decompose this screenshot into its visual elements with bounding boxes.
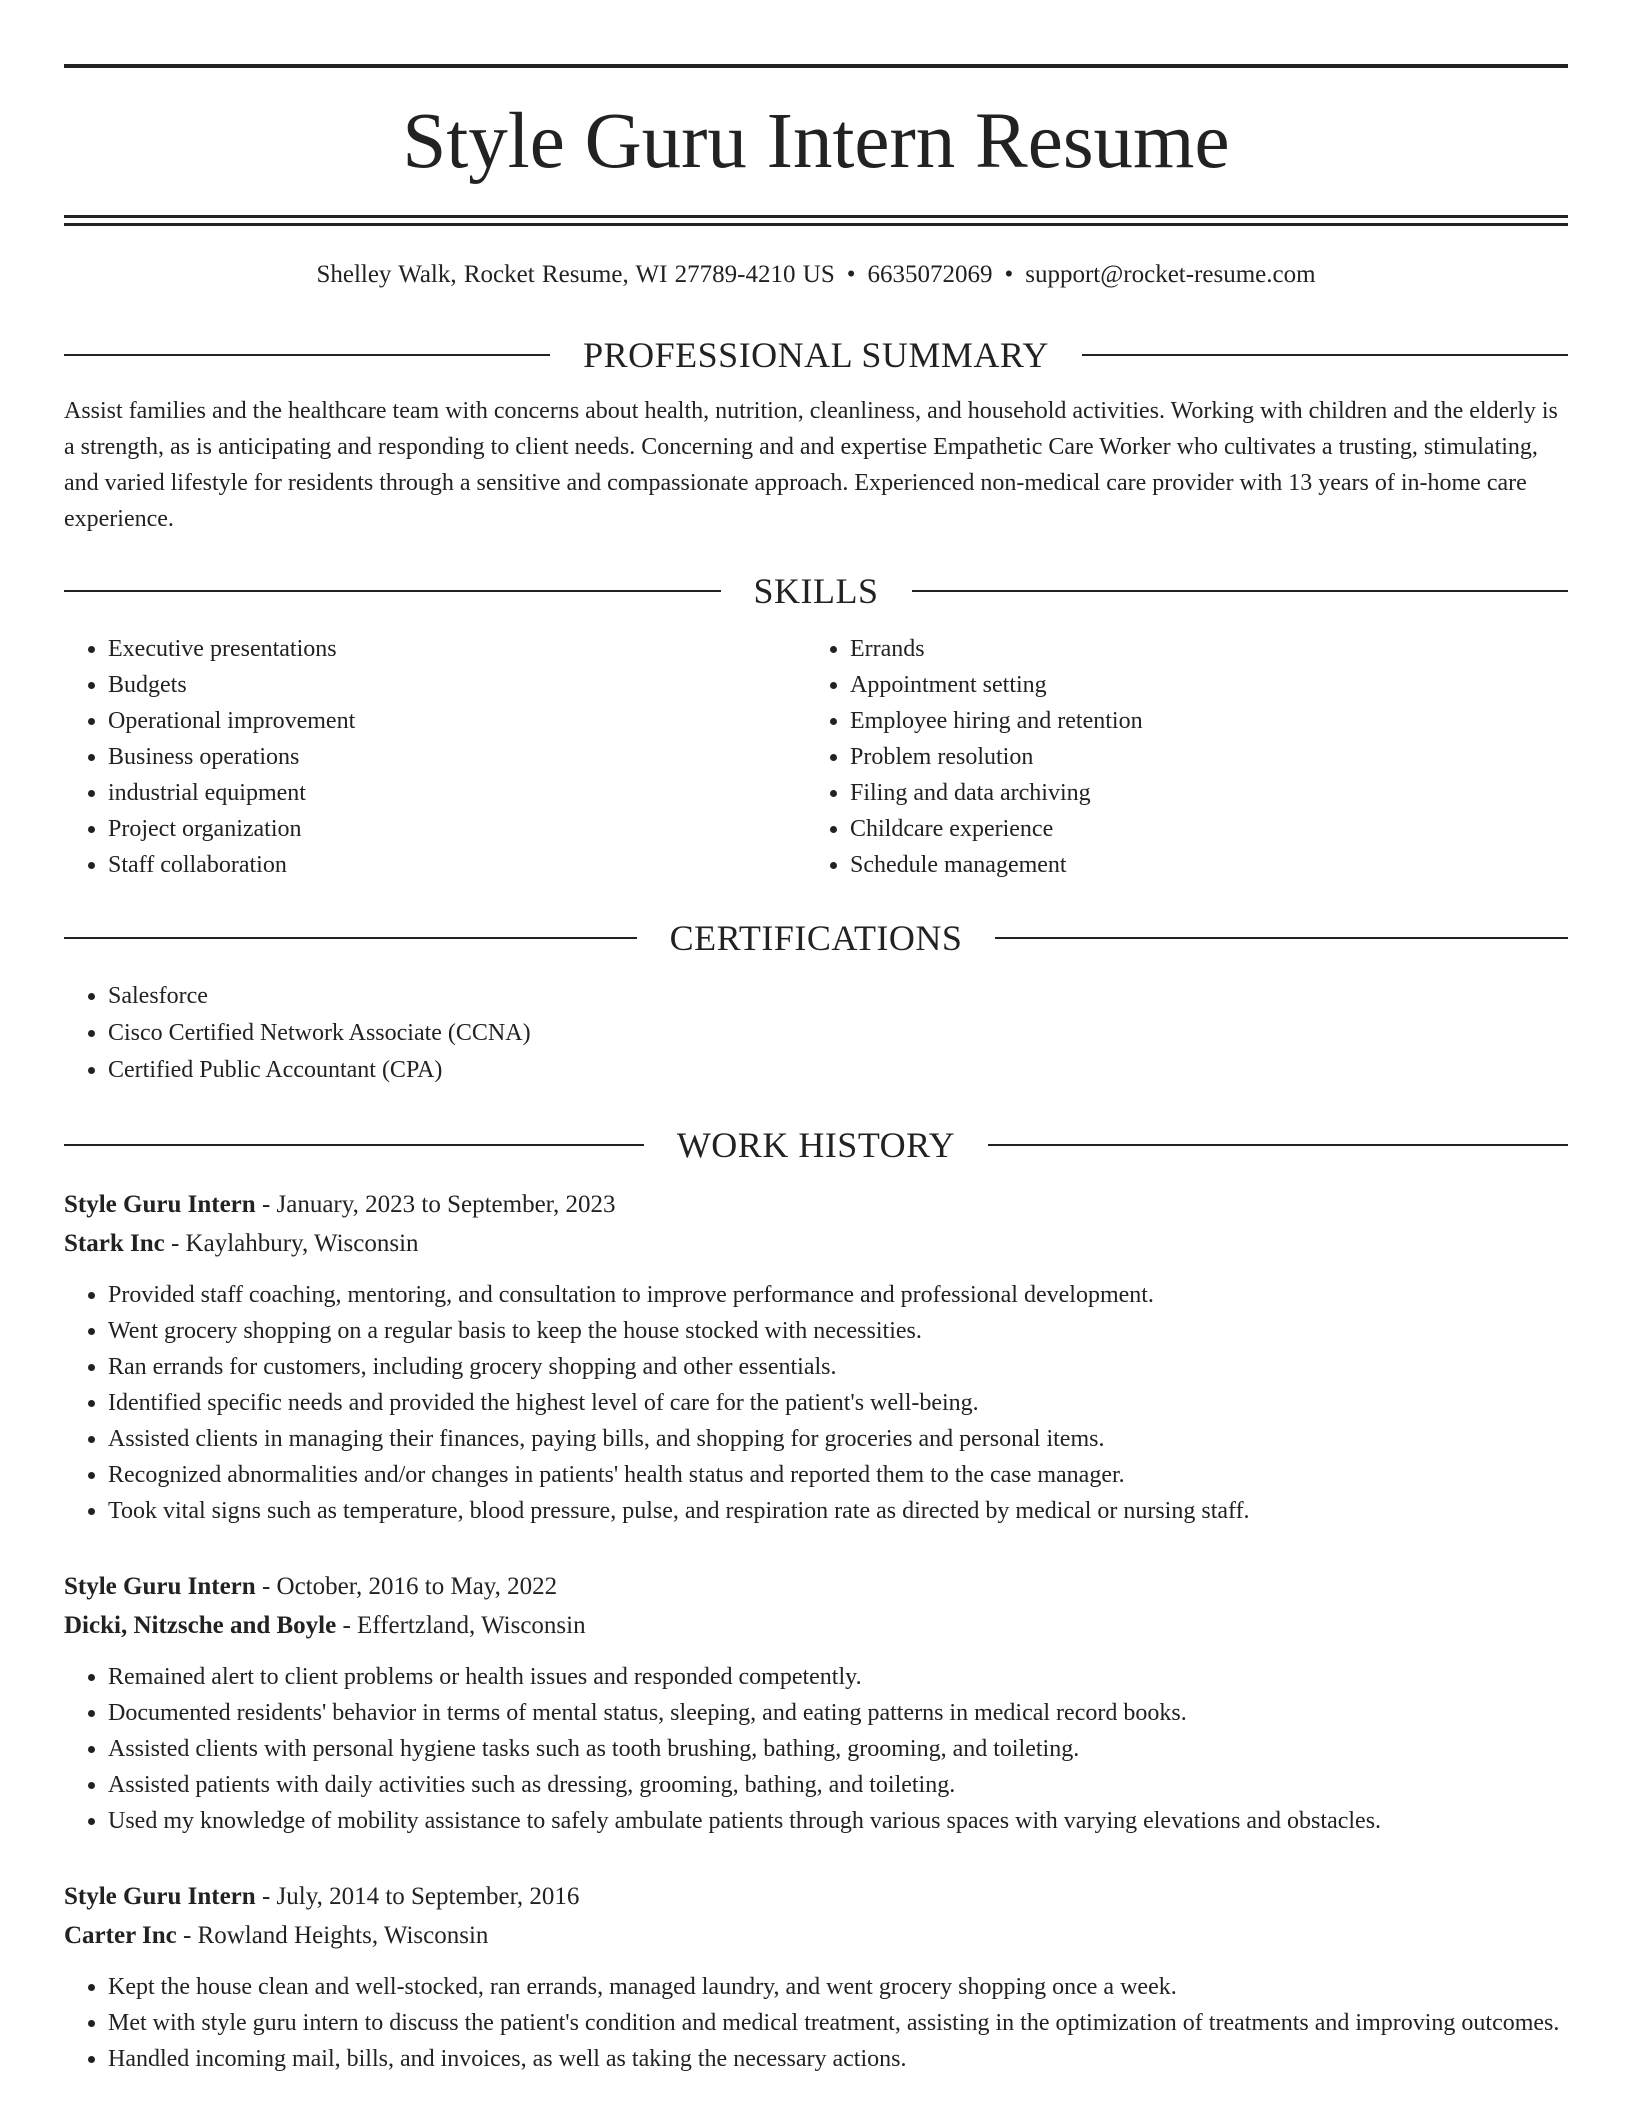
job-title-line	[64, 1185, 1568, 1224]
certifications-section-heading	[64, 920, 1568, 956]
heading-rule-right	[995, 937, 1568, 939]
certifications-list	[64, 978, 1568, 1089]
job-location: - Rowland Heights, Wisconsin	[176, 1922, 489, 1949]
skills-column-left	[64, 631, 806, 883]
skill-item: • Operational improvement	[108, 703, 806, 739]
skill-item: • Childcare experience	[850, 811, 1548, 847]
job-bullet: • Assisted clients with personal hygiene tasks such as tooth brushing, bathing, grooming, and toileting.	[108, 1731, 1568, 1767]
job-dates: - July, 2014 to September, 2016	[255, 1883, 580, 1910]
work-section-heading	[64, 1127, 1568, 1163]
work-heading-label: WORK HISTORY	[676, 1125, 956, 1165]
job-bullet: • Documented residents' behavior in terms of mental status, sleeping, and eating patterns in medical record books.	[108, 1695, 1568, 1731]
job-bullet: • Went grocery shopping on a regular basis to keep the house stocked with necessities.	[108, 1313, 1568, 1349]
top-rule	[64, 64, 1568, 68]
job-bullets	[64, 1969, 1568, 2077]
heading-rule-right	[1082, 354, 1568, 356]
skills-list-left	[64, 631, 806, 883]
heading-rule-right	[912, 590, 1569, 592]
skills-columns	[64, 631, 1568, 883]
job-bullets	[64, 1277, 1568, 1529]
job-location: - Kaylahbury, Wisconsin	[164, 1230, 419, 1257]
job-company: Dicki, Nitzsche and Boyle	[64, 1612, 337, 1639]
skill-item: • Errands	[850, 631, 1548, 667]
job-entry	[64, 1877, 1568, 2077]
contact-phone: 6635072069	[867, 261, 993, 288]
summary-heading-label: PROFESSIONAL SUMMARY	[583, 335, 1049, 375]
summary-text: Assist families and the healthcare team with concerns about health, nutrition, cleanliness, and household activities. Working with children and the elderly is a strength, as is anticipating and responding to client needs. Concerning and and expertise Empathetic Care Worker who cultivates a trusting, stimulating, and varied lifestyle for residents through a sensitive and compassionate approach. Experienced non-medical care provider with 13 years of in-home care experience.	[64, 398, 1558, 532]
skill-item: • Appointment setting	[850, 667, 1548, 703]
job-company-line	[64, 1224, 1568, 1263]
contact-email: support@rocket-resume.com	[1025, 261, 1316, 288]
job-title-line	[64, 1877, 1568, 1916]
job-title: Style Guru Intern	[64, 1883, 256, 1910]
job-bullet: • Assisted patients with daily activities such as dressing, grooming, bathing, and toileting.	[108, 1767, 1568, 1803]
contact-line	[64, 262, 1568, 287]
skill-item: • Budgets	[108, 667, 806, 703]
resume-page	[64, 64, 1568, 2077]
work-history-list	[64, 1185, 1568, 2077]
job-bullet: • Provided staff coaching, mentoring, and consultation to improve performance and professional development.	[108, 1277, 1568, 1313]
contact-separator: •	[1004, 261, 1014, 288]
skill-item: • industrial equipment	[108, 775, 806, 811]
job-company-line	[64, 1916, 1568, 1955]
skill-item: • Schedule management	[850, 847, 1548, 883]
job-bullet: • Met with style guru intern to discuss the patient's condition and medical treatment, assisting in the optimization of treatments and improving outcomes.	[108, 2005, 1568, 2041]
certification-item: • Salesforce	[108, 978, 1568, 1015]
job-company: Carter Inc	[64, 1922, 177, 1949]
certification-item: • Certified Public Accountant (CPA)	[108, 1052, 1568, 1089]
job-bullet: • Took vital signs such as temperature, blood pressure, pulse, and respiration rate as directed by medical or nursing staff.	[108, 1493, 1568, 1529]
job-location: - Effertzland, Wisconsin	[336, 1612, 586, 1639]
page-title: Style Guru Intern Resume	[402, 98, 1230, 185]
job-bullet: • Handled incoming mail, bills, and invoices, as well as taking the necessary actions.	[108, 2041, 1568, 2077]
skills-section-heading	[64, 573, 1568, 609]
heading-rule-left	[64, 1144, 644, 1146]
heading-rule-left	[64, 354, 550, 356]
job-bullets	[64, 1659, 1568, 1839]
job-bullet: • Assisted clients in managing their finances, paying bills, and shopping for groceries and personal items.	[108, 1421, 1568, 1457]
contact-address: Shelley Walk, Rocket Resume, WI 27789-4210 US	[316, 261, 835, 288]
summary-section-heading	[64, 337, 1568, 373]
job-dates: - October, 2016 to May, 2022	[255, 1573, 558, 1600]
job-title: Style Guru Intern	[64, 1191, 256, 1218]
job-title-line	[64, 1567, 1568, 1606]
job-entry	[64, 1185, 1568, 1529]
certifications-heading-label: CERTIFICATIONS	[669, 918, 963, 958]
contact-separator: •	[846, 261, 856, 288]
heading-rule-left	[64, 937, 637, 939]
certification-item: • Cisco Certified Network Associate (CCNA)	[108, 1015, 1568, 1052]
job-title: Style Guru Intern	[64, 1573, 256, 1600]
skill-item: • Executive presentations	[108, 631, 806, 667]
heading-rule-right	[988, 1144, 1568, 1146]
title-double-rule	[64, 215, 1568, 226]
job-company: Stark Inc	[64, 1230, 165, 1257]
job-bullet: • Recognized abnormalities and/or changes in patients' health status and reported them to the case manager.	[108, 1457, 1568, 1493]
job-entry	[64, 1567, 1568, 1839]
skills-heading-label: SKILLS	[753, 571, 879, 611]
skills-list-right	[806, 631, 1548, 883]
skill-item: • Staff collaboration	[108, 847, 806, 883]
heading-rule-left	[64, 590, 721, 592]
job-bullet: • Kept the house clean and well-stocked, ran errands, managed laundry, and went grocery shopping once a week.	[108, 1969, 1568, 2005]
skill-item: • Project organization	[108, 811, 806, 847]
job-company-line	[64, 1606, 1568, 1645]
job-bullet: • Remained alert to client problems or health issues and responded competently.	[108, 1659, 1568, 1695]
job-bullet: • Ran errands for customers, including grocery shopping and other essentials.	[108, 1349, 1568, 1385]
skill-item: • Problem resolution	[850, 739, 1548, 775]
skills-column-right	[806, 631, 1548, 883]
job-dates: - January, 2023 to September, 2023	[255, 1191, 616, 1218]
skill-item: • Business operations	[108, 739, 806, 775]
skill-item: • Employee hiring and retention	[850, 703, 1548, 739]
job-bullet: • Used my knowledge of mobility assistance to safely ambulate patients through various spaces with varying elevations and obstacles.	[108, 1803, 1568, 1839]
skill-item: • Filing and data archiving	[850, 775, 1548, 811]
job-bullet: • Identified specific needs and provided the highest level of care for the patient's well-being.	[108, 1385, 1568, 1421]
